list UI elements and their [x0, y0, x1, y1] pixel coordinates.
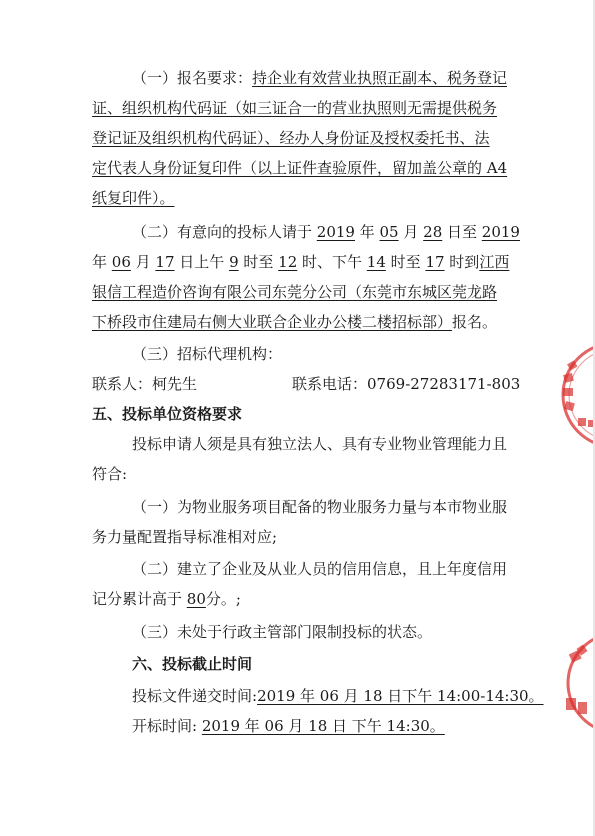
- registration-place-line3: [92, 312, 497, 332]
- bid-registration-period-line1: [132, 222, 520, 242]
- requirement1-line1: （一）为物业服务项目配备的物业服务力量与本市物业服: [132, 498, 508, 516]
- item2-text: 日至: [442, 223, 482, 241]
- requirement2-text: 记分累计高于: [92, 590, 187, 608]
- registration-place-detail: 下桥段市住建局右侧大业联合企业办公楼二楼招标部）: [92, 313, 453, 331]
- phone-label: 联系电话：: [292, 375, 368, 393]
- opening-value: 2019 年 06 月 18 日 下午 14:30。: [201, 717, 445, 735]
- item2-text: 时到: [444, 253, 480, 271]
- requirement3: （三）未处于行政主管部门限制投标的状态。: [132, 623, 433, 641]
- contact-name: 柯先生: [152, 375, 198, 393]
- morning-end-hour: 12: [278, 253, 298, 271]
- company-seal-fragment-top: [540, 340, 595, 450]
- item2-text: 月: [398, 223, 424, 241]
- item2-suffix: 报名。: [452, 313, 498, 331]
- end-year: 2019: [481, 223, 520, 241]
- submission-value: 2019 年 06 月 18 日下午 14:00-14:30。: [257, 687, 544, 705]
- item1-text-line5: 纸复印件）。: [92, 189, 175, 207]
- item2-text: 时至: [238, 253, 279, 271]
- contact-label: 联系人：: [92, 375, 153, 393]
- item2-text: （二）有意向的投标人请于: [132, 223, 317, 241]
- start-day: 28: [423, 223, 443, 241]
- end-day: 17: [155, 253, 175, 271]
- item2-text: 时、下午: [297, 253, 367, 271]
- submission-label: 投标文件递交时间:: [132, 687, 258, 705]
- item2-text: 年: [92, 253, 112, 271]
- item2-text: 年: [354, 223, 380, 241]
- morning-start-hour: 9: [229, 253, 239, 271]
- credit-score: 80: [186, 590, 206, 608]
- start-year: 2019: [316, 223, 355, 241]
- section5-heading: 五、投标单位资格要求: [92, 405, 243, 423]
- section5-intro-line1: 投标申请人须是具有独立法人、具有专业物业管理能力且: [132, 435, 508, 453]
- registration-requirements-line1: [132, 68, 507, 88]
- contact-person: [92, 374, 197, 394]
- item2-text: 日上午: [174, 253, 230, 271]
- bid-registration-period-line2: [92, 252, 509, 272]
- afternoon-start-hour: 14: [366, 253, 386, 271]
- contact-phone: [292, 374, 520, 394]
- section6-heading: 六、投标截止时间: [132, 655, 253, 673]
- registration-place-line2: 银信工程造价咨询有限公司东莞分公司（东莞市东城区莞龙路: [92, 283, 498, 301]
- company-seal-fragment-bottom: [548, 628, 595, 738]
- requirement2-text: 分。;: [205, 590, 241, 608]
- item2-text: 时至: [385, 253, 426, 271]
- agency-label: （三）招标代理机构：: [132, 345, 283, 363]
- item1-prefix: （一）报名要求：: [132, 69, 253, 87]
- item1-text-line3: 登记证及组织机构代码证）、经办人身份证及授权委托书、法: [92, 129, 490, 147]
- item2-text: 月: [130, 253, 156, 271]
- requirement2-line1: （二）建立了企业及从业人员的信用信息，且上年度信用: [132, 560, 508, 578]
- item1-text-line1: 持企业有效营业执照正副本、税务登记: [252, 69, 508, 87]
- requirement2-line2: [92, 589, 241, 609]
- item1-text-line2: 证、组织机构代码证（如三证合一的营业执照则无需提供税务: [92, 99, 498, 117]
- submission-time: [132, 686, 544, 706]
- requirement1-line2: 务力量配置指导标准相对应;: [92, 528, 278, 546]
- start-month: 05: [379, 223, 399, 241]
- afternoon-end-hour: 17: [425, 253, 445, 271]
- end-month: 06: [111, 253, 131, 271]
- section5-intro-line2: 符合:: [92, 465, 128, 483]
- opening-time: [132, 716, 445, 736]
- phone-number: 0769-27283171-803: [367, 375, 521, 393]
- opening-label: 开标时间:: [132, 717, 202, 735]
- registration-place: 江西: [479, 253, 510, 271]
- item1-text-line4: 定代表人身份证复印件（以上证件查验原件，留加盖公章的 A4: [92, 159, 508, 177]
